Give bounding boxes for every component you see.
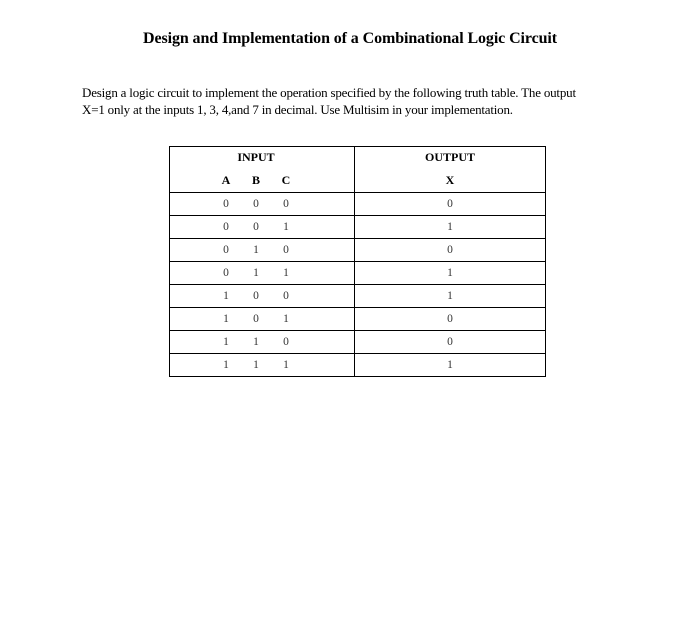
input-cell	[170, 331, 355, 354]
table-row	[170, 193, 546, 216]
table-row	[170, 216, 546, 239]
input-c-value: 0	[283, 244, 289, 256]
output-cell	[355, 239, 546, 262]
input-c-value: 0	[283, 198, 289, 210]
input-a-value: 1	[223, 313, 229, 325]
input-c-value: 1	[283, 221, 289, 233]
output-column-header-cell	[355, 168, 546, 193]
input-b-value: 0	[253, 198, 259, 210]
input-a-value: 0	[223, 267, 229, 279]
output-x-value: 1	[447, 290, 453, 302]
input-b-value: 1	[253, 244, 259, 256]
column-header-x: X	[445, 172, 455, 187]
table-row	[170, 239, 546, 262]
column-header-b: B	[251, 172, 260, 187]
output-cell	[355, 354, 546, 377]
output-x-value: 0	[447, 313, 453, 325]
output-cell	[355, 331, 546, 354]
input-cell	[170, 216, 355, 239]
input-b-value: 1	[253, 336, 259, 348]
table-row	[170, 331, 546, 354]
output-x-value: 0	[447, 336, 453, 348]
output-cell	[355, 193, 546, 216]
input-c-value: 1	[283, 313, 289, 325]
table-row	[170, 354, 546, 377]
truth-table	[169, 146, 546, 377]
output-cell	[355, 216, 546, 239]
column-header-a: A	[221, 172, 231, 187]
input-c-value: 0	[283, 336, 289, 348]
input-cell	[170, 239, 355, 262]
input-a-value: 1	[223, 359, 229, 371]
input-b-value: 0	[253, 290, 259, 302]
input-c-value: 1	[283, 359, 289, 371]
input-b-value: 0	[253, 313, 259, 325]
output-x-value: 1	[447, 267, 453, 279]
problem-statement-line-2: X=1 only at the inputs 1, 3, 4,and 7 in decimal. Use Multisim in your implementation.	[82, 102, 513, 117]
input-b-value: 0	[253, 221, 259, 233]
input-header: INPUT	[237, 150, 275, 164]
input-cell	[170, 285, 355, 308]
table-row	[170, 262, 546, 285]
problem-statement-line-1: Design a logic circuit to implement the operation specified by the following truth table. The output	[82, 85, 576, 100]
output-cell	[355, 308, 546, 331]
input-b-value: 1	[253, 359, 259, 371]
table-row	[170, 285, 546, 308]
input-b-value: 1	[253, 267, 259, 279]
input-cell	[170, 354, 355, 377]
truth-table-column-header-row	[170, 168, 546, 193]
output-x-value: 1	[447, 359, 453, 371]
column-header-c: C	[281, 172, 291, 187]
output-x-value: 0	[447, 244, 453, 256]
table-row	[170, 308, 546, 331]
input-a-value: 0	[223, 244, 229, 256]
input-group-header-cell	[170, 147, 355, 169]
input-c-value: 0	[283, 290, 289, 302]
input-a-value: 1	[223, 336, 229, 348]
input-cell	[170, 193, 355, 216]
input-a-value: 1	[223, 290, 229, 302]
output-x-value: 1	[447, 221, 453, 233]
input-c-value: 1	[283, 267, 289, 279]
input-a-value: 0	[223, 198, 229, 210]
input-cell	[170, 308, 355, 331]
input-columns-header-cell	[170, 168, 355, 193]
output-x-value: 0	[447, 198, 453, 210]
output-group-header-cell	[355, 147, 546, 169]
output-header: OUTPUT	[424, 150, 475, 164]
output-cell	[355, 262, 546, 285]
input-a-value: 0	[223, 221, 229, 233]
truth-table-group-header-row	[170, 147, 546, 169]
output-cell	[355, 285, 546, 308]
page-title: Design and Implementation of a Combinational Logic Circuit	[143, 30, 557, 47]
input-cell	[170, 262, 355, 285]
problem-statement	[82, 84, 634, 118]
